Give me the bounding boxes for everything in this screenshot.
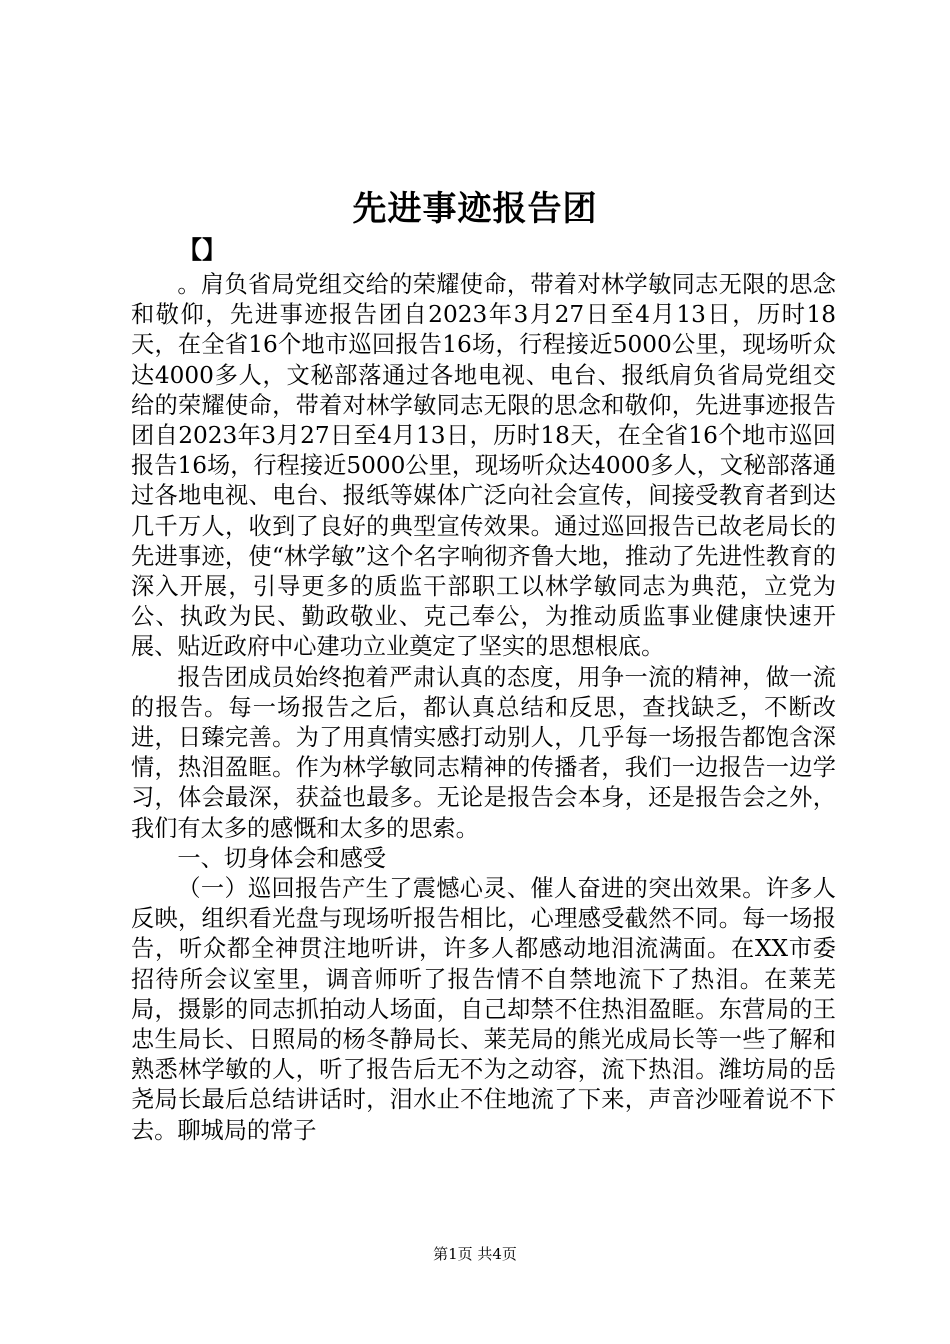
bracket-heading: 【】 — [178, 235, 226, 264]
paragraph-1: 。肩负省局党组交给的荣耀使命，带着对林学敏同志无限的思念和敬仰，先进事迹报告团自2023年3月27日至4月13日，历时18天，在全省16个地市巡回报告16场，行程接近5000公里，现场听众达4000多人，文秘部落通过各地电视、电台、报纸肩负省局党组交给的荣耀使命，带着对林学敏同志无限的思念和敬仰，先进事迹报告团自2023年3月27日至4月13日，历时18天，在全省16个地市巡回报告16场，行程接近5000公里，现场听众达4000多人，文秘部落通过各地电视、电台、报纸等媒体广泛向社会宣传，间接受教育者到达几千万人，收到了良好的典型宣传效果。通过巡回报告已故老局长的先进事迹，使“林学敏”这个名字响彻齐鲁大地，推动了先进性教育的深入开展，引导更多的质监干部职工以林学敏同志为典范，立党为公、执政为民、勤政敬业、克己奉公，为推动质监事业健康快速开展、贴近政府中心建功立业奠定了坚实的思想根底。 — [131, 271, 836, 661]
paragraph-3: （一）巡回报告产生了震憾心灵、催人奋进的突出效果。许多人反映，组织看光盘与现场听报告相比，心理感受截然不同。每一场报告，听众都全神贯注地听讲，许多人都感动地泪流满面。在XX市委招待所会议室里，调音师听了报告情不自禁地流下了热泪。在莱芜局，摄影的同志抓拍动人场面，自己却禁不住热泪盈眶。东营局的王忠生局长、日照局的杨冬静局长、莱芜局的熊光成局长等一些了解和熟悉林学敏的人，听了报告后无不为之动容，流下热泪。潍坊局的岳尧局长最后总结讲话时，泪水止不住地流了下来，声音沙哑着说不下去。聊城局的常子 — [131, 875, 836, 1144]
paragraph-2: 报告团成员始终抱着严肃认真的态度，用争一流的精神，做一流的报告。每一场报告之后，都认真总结和反思，查找缺乏，不断改进，日臻完善。为了用真情实感打动别人，几乎每一场报告都饱含深情，热泪盈眶。作为林学敏同志精神的传播者，我们一边报告一边学习，体会最深，获益也最多。无论是报告会本身，还是报告会之外，我们有太多的感慨和太多的思索。 — [131, 663, 836, 842]
document-body — [131, 270, 836, 1146]
document-title: 先进事迹报告团 — [352, 189, 598, 229]
page-footer: 第1页 共4页 — [433, 1245, 517, 1263]
section-heading: 一、切身体会和感受 — [177, 844, 387, 872]
